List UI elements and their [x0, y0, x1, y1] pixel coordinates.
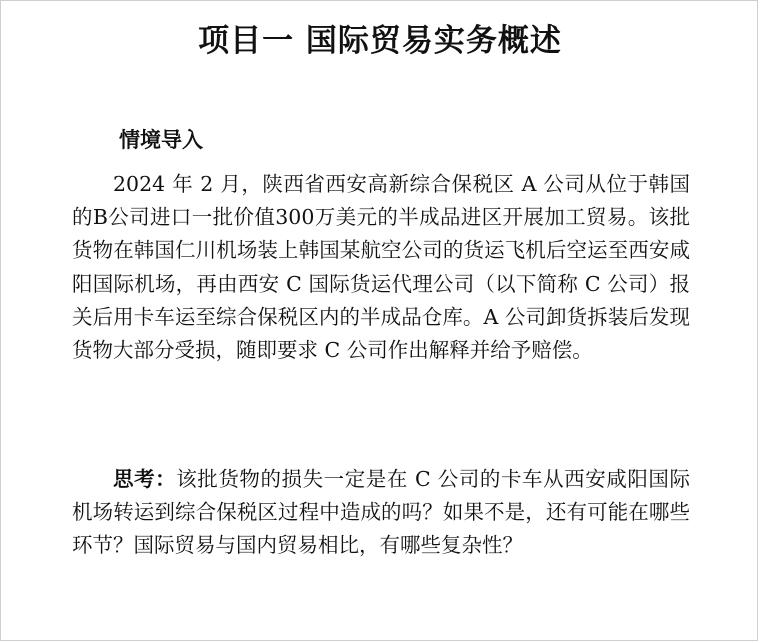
think-paragraph	[72, 463, 690, 563]
scenario-paragraph: 2024 年 2 月，陕西省西安高新综合保税区 A 公司从位于韩国的B公司进口一批价值300万美元的半成品进区开展加工贸易。该批货物在韩国仁川机场装上韩国某航空公司的货运飞机后空运至西安咸阳国际机场，再由西安 C 国际货运代理公司（以下简称 C 公司）报关后用卡车运至综合保税区内的半成品仓库。A 公司卸货拆装后发现货物大部分受损，随即要求 C 公司作出解释并给予赔偿。	[72, 172, 690, 363]
think-question: 该批货物的损失一定是在 C 公司的卡车从西安咸阳国际机场转运到综合保税区过程中造成的吗？如果不是，还有可能在哪些环节？国际贸易与国内贸易相比，有哪些复杂性？	[72, 467, 691, 558]
page-title: 项目一 国际贸易实务概述	[198, 23, 562, 59]
section-heading: 情境导入	[119, 128, 203, 152]
think-label: 思考：	[113, 467, 177, 491]
